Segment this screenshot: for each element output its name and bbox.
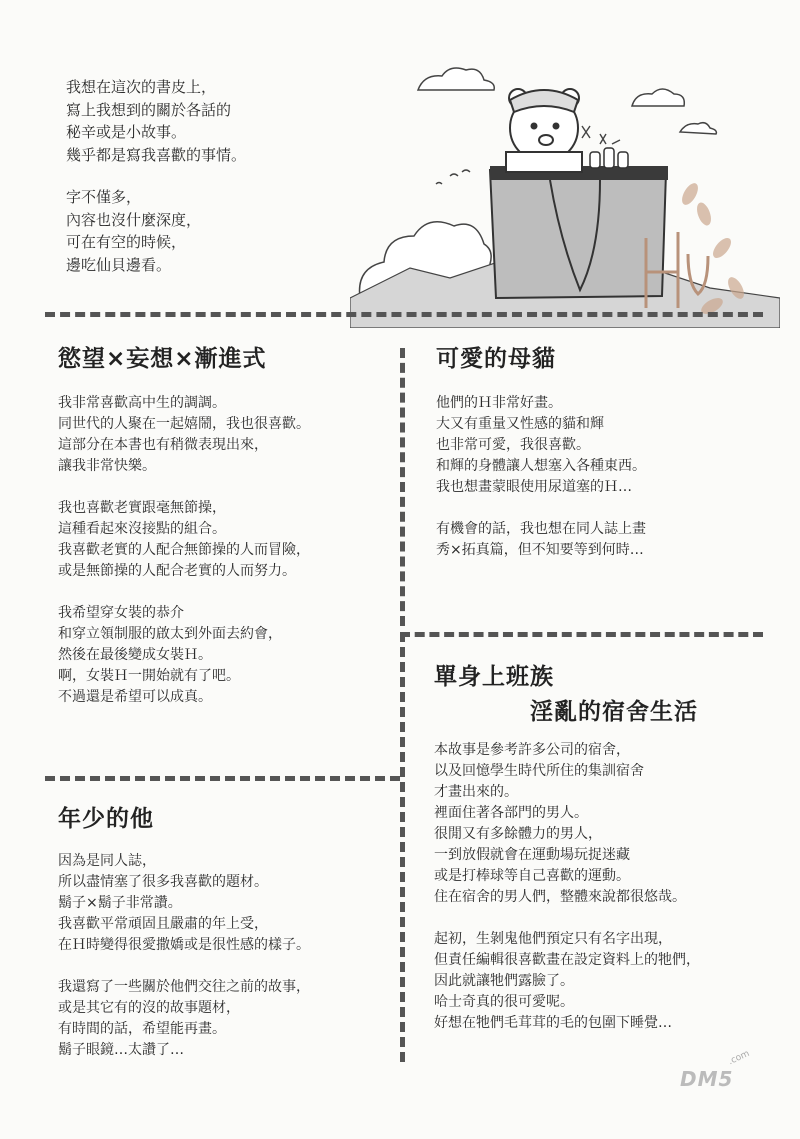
text-line: 或是其它有的沒的故事題材， bbox=[58, 1000, 240, 1016]
text-line: 讓我非常快樂。 bbox=[58, 458, 156, 474]
text-line: 秀×拓真篇，但不知要等到何時… bbox=[436, 542, 644, 558]
text-line: 有時間的話，希望能再畫。 bbox=[58, 1021, 226, 1037]
text-line: 我還寫了一些關於他們交往之前的故事， bbox=[58, 979, 310, 995]
divider-top bbox=[45, 312, 763, 317]
section-title-line1: 單身上班族 bbox=[434, 664, 554, 690]
text-line: 起初，生剝鬼他們預定只有名字出現， bbox=[434, 931, 672, 947]
text-line: 才畫出來的。 bbox=[434, 784, 518, 800]
section-title: 年少的他 bbox=[58, 806, 154, 832]
text-line: 裡面住著各部門的男人。 bbox=[434, 805, 588, 821]
text-line: 住在宿舍的男人們，整體來說都很悠哉。 bbox=[434, 889, 686, 905]
text-line: 一到放假就會在運動場玩捉迷藏 bbox=[434, 847, 630, 863]
section-dormitory bbox=[434, 658, 700, 1034]
text-line: 好想在牠們毛茸茸的毛的包圍下睡覺… bbox=[434, 1015, 672, 1031]
divider-right-mid bbox=[400, 632, 763, 637]
text-line: 不過還是希望可以成真。 bbox=[58, 689, 212, 705]
divider-vertical-lower bbox=[400, 632, 405, 1062]
section-young-him bbox=[58, 800, 310, 1061]
text-line: 或是打棒球等自己喜歡的運動。 bbox=[434, 868, 630, 884]
text-line: 我也喜歡老實跟毫無節操， bbox=[58, 500, 226, 516]
section-title: 可愛的母貓 bbox=[436, 346, 556, 372]
text-line: 字不僅多， bbox=[66, 188, 142, 206]
text-line: 內容也沒什麼深度， bbox=[66, 210, 202, 229]
text-line: 他們的Ｈ非常好畫。 bbox=[436, 395, 562, 411]
text-line: 哈士奇真的很可愛呢。 bbox=[434, 994, 574, 1010]
text-line: 邊吃仙貝邊看。 bbox=[66, 255, 172, 274]
text-line: 啊，女裝Ｈ一開始就有了吧。 bbox=[58, 668, 240, 684]
text-line: 也非常可愛，我很喜歡。 bbox=[436, 437, 590, 453]
paragraph-gap bbox=[66, 166, 366, 186]
section-title: 慾望×妄想×漸進式 bbox=[58, 346, 267, 372]
text-line: 大又有重量又性感的貓和輝 bbox=[436, 416, 604, 432]
text-line: 鬍子眼鏡…太讚了… bbox=[58, 1042, 184, 1058]
text-line: 或是無節操的人配合老實的人而努力。 bbox=[58, 563, 296, 579]
text-line: 我也想畫蒙眼使用尿道塞的Ｈ… bbox=[436, 479, 632, 495]
bear-icon bbox=[506, 89, 582, 172]
section-title-line2: 淫亂的宿舍生活 bbox=[530, 699, 698, 725]
text-line: 這部分在本書也有稍微表現出來， bbox=[58, 437, 268, 453]
text-line: 可在有空的時候， bbox=[66, 233, 187, 251]
text-line: 這種看起來沒接點的組合。 bbox=[58, 521, 226, 537]
section-body bbox=[436, 393, 646, 561]
intro-text bbox=[66, 76, 366, 276]
divider-left-mid bbox=[45, 776, 400, 781]
section-desire bbox=[58, 340, 310, 708]
text-line: 同世代的人聚在一起嬉鬧，我也很喜歡。 bbox=[58, 416, 310, 432]
text-line: 我喜歡老實的人配合無節操的人而冒險， bbox=[58, 542, 310, 558]
text-line: 以及回憶學生時代所住的集訓宿舍 bbox=[434, 763, 644, 779]
text-line: 因此就讓牠們露臉了。 bbox=[434, 973, 574, 989]
text-line: 和穿立領制服的啟太到外面去約會， bbox=[58, 626, 282, 642]
section-body bbox=[434, 740, 700, 1034]
section-body bbox=[58, 393, 310, 708]
paragraph-gap bbox=[434, 908, 700, 929]
text-line: 我想在這次的書皮上， bbox=[66, 78, 217, 96]
text-line: 我非常喜歡高中生的調調。 bbox=[58, 395, 226, 411]
basket-shape bbox=[490, 166, 668, 298]
text-line: 然後在最後變成女裝Ｈ。 bbox=[58, 647, 212, 663]
watermark-text: DM5 bbox=[680, 1067, 734, 1091]
text-line: 鬍子×鬍子非常讚。 bbox=[58, 895, 182, 911]
section-body bbox=[58, 851, 310, 1061]
text-line: 在Ｈ時變得很愛撒嬌或是很性感的樣子。 bbox=[58, 937, 310, 953]
text-line: 寫上我想到的關於各話的 bbox=[66, 100, 232, 119]
mascot-illustration bbox=[350, 48, 780, 328]
paragraph-gap bbox=[58, 956, 310, 977]
text-line: 我希望穿女裝的恭介 bbox=[58, 605, 184, 621]
text-line: 有機會的話，我也想在同人誌上畫 bbox=[436, 521, 646, 537]
paragraph-gap bbox=[436, 498, 646, 519]
text-line: 本故事是參考許多公司的宿舍， bbox=[434, 742, 630, 758]
paragraph-gap bbox=[58, 477, 310, 498]
text-line: 秘辛或是小故事。 bbox=[66, 123, 187, 141]
divider-vertical-upper bbox=[400, 348, 405, 626]
text-line: 我喜歡平常頑固且嚴肅的年上受， bbox=[58, 916, 268, 932]
text-line: 很閒又有多餘體力的男人， bbox=[434, 826, 602, 842]
text-line: 和輝的身體讓人想塞入各種東西。 bbox=[436, 458, 646, 474]
watermark-sub: .com bbox=[726, 1048, 752, 1068]
text-line: 但責任編輯很喜歡畫在設定資料上的牠們， bbox=[434, 952, 700, 968]
site-watermark bbox=[680, 1045, 780, 1105]
text-line: 所以盡情塞了很多我喜歡的題材。 bbox=[58, 874, 268, 890]
text-line: 因為是同人誌， bbox=[58, 853, 156, 869]
section-cute-cat bbox=[436, 340, 646, 561]
paragraph-gap bbox=[58, 582, 310, 603]
text-line: 幾乎都是寫我喜歡的事情。 bbox=[66, 145, 247, 164]
